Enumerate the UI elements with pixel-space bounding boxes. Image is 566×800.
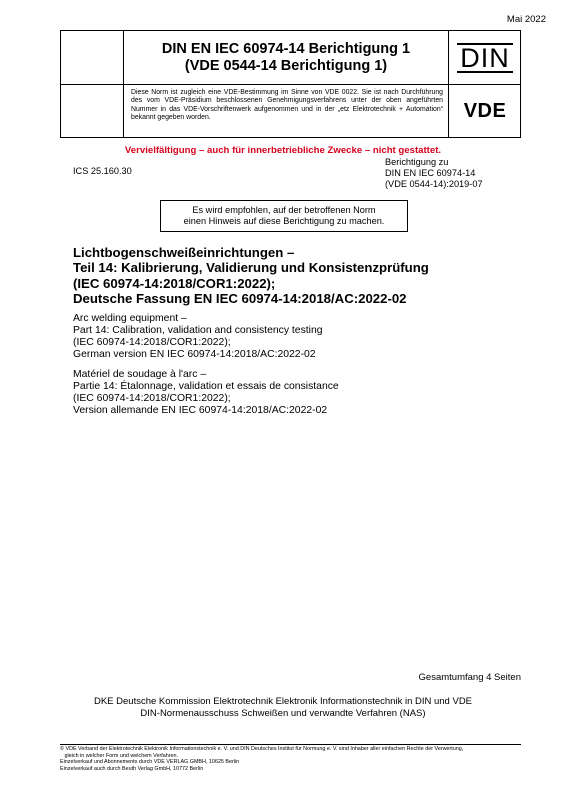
- correction-reference: [385, 157, 483, 191]
- committee-info: [0, 696, 566, 720]
- total-pages: Gesamtumfang 4 Seiten: [418, 672, 521, 683]
- title-line: German version EN IEC 60974-14:2018/AC:2022-02: [73, 349, 316, 361]
- recommendation-box: [160, 200, 408, 232]
- title-line: Part 14: Calibration, validation and consistency testing: [73, 325, 323, 337]
- title-line: (IEC 60974-14:2018/COR1:2022);: [73, 275, 276, 291]
- footer-line: © VDE Verband der Elektrotechnik Elektronik Informationstechnik e. V. und DIN Deutsches Institut für Normung e. V. sind Inhaber aller einfachen Rechte der Verwertung,: [60, 746, 464, 752]
- vde-logo: VDE: [463, 100, 507, 122]
- french-title: [73, 369, 533, 417]
- correction-line: Berichtigung zu: [385, 157, 449, 167]
- english-title: [73, 313, 533, 361]
- title-line: Arc welding equipment –: [73, 313, 187, 325]
- recommendation-line: Es wird empfohlen, auf der betroffenen Norm: [192, 204, 376, 215]
- footer-line: Einzelverkauf auch durch Beuth Verlag GmbH, 10772 Berlin: [60, 765, 204, 772]
- din-logo: DIN: [457, 43, 513, 73]
- title-line-2: (VDE 0544-14 Berichtigung 1): [184, 57, 388, 74]
- copyright-footer: [60, 746, 530, 772]
- din-logo-cell: [449, 31, 521, 85]
- committee-line: DIN-Normenausschuss Schweißen und verwandte Verfahren (NAS): [140, 708, 426, 719]
- german-title: [73, 245, 533, 306]
- title-line: Deutsche Fassung EN IEC 60974-14:2018/AC:2022-02: [73, 290, 407, 306]
- title-line: Partie 14: Étalonnage, validation et essais de consistance: [73, 380, 339, 392]
- header-empty-cell: [61, 85, 124, 138]
- committee-line: DKE Deutsche Kommission Elektrotechnik Elektronik Informationstechnik in DIN und VDE: [93, 696, 473, 707]
- recommendation-line: einen Hinweis auf diese Berichtigung zu machen.: [183, 216, 385, 226]
- ics-code: ICS 25.160.30: [73, 166, 132, 176]
- correction-line: DIN EN IEC 60974-14: [385, 168, 476, 179]
- title-line: (IEC 60974-14:2018/COR1:2022);: [73, 337, 231, 349]
- copy-warning: Vervielfältigung – auch für innerbetriebliche Zwecke – nicht gestattet.: [124, 145, 442, 156]
- issue-date: Mai 2022: [506, 14, 546, 25]
- header-empty-cell: [61, 31, 124, 85]
- title-line-1: DIN EN IEC 60974-14 Berichtigung 1: [161, 40, 411, 57]
- title-line: Lichtbogenschweißeinrichtungen –: [73, 245, 295, 260]
- title-line: Version allemande EN IEC 60974-14:2018/AC:2022-02: [73, 404, 328, 416]
- footer-line: Einzelverkauf und Abonnements durch VDE VERLAG GMBH, 10625 Berlin: [60, 759, 240, 766]
- document-title: [124, 31, 449, 85]
- footer-line: gleich in welcher Form und welchem Verfahren.: [60, 752, 179, 759]
- title-line: Matériel de soudage à l'arc –: [73, 368, 207, 380]
- title-block: [73, 245, 533, 417]
- footer-divider: [60, 744, 521, 745]
- correction-line: (VDE 0544-14):2019-07: [385, 179, 483, 190]
- vde-note: Diese Norm ist zugleich eine VDE-Bestimmung im Sinne von VDE 0022. Sie ist nach Durchführung des vom VDE-Präsidium beschlossenen Genehmigungsverfahrens unter der oben angeführten Nummer in das VDE-Vorschriftenwerk aufgenommen und in der „etz Elektrotechnik + Automation“ bekannt gegeben worden.: [124, 85, 449, 138]
- header-table: [60, 30, 521, 138]
- vde-logo-cell: [449, 85, 521, 138]
- title-line: (IEC 60974-14:2018/COR1:2022);: [73, 392, 231, 404]
- title-line: Teil 14: Kalibrierung, Validierung und Konsistenzprüfung: [73, 260, 429, 276]
